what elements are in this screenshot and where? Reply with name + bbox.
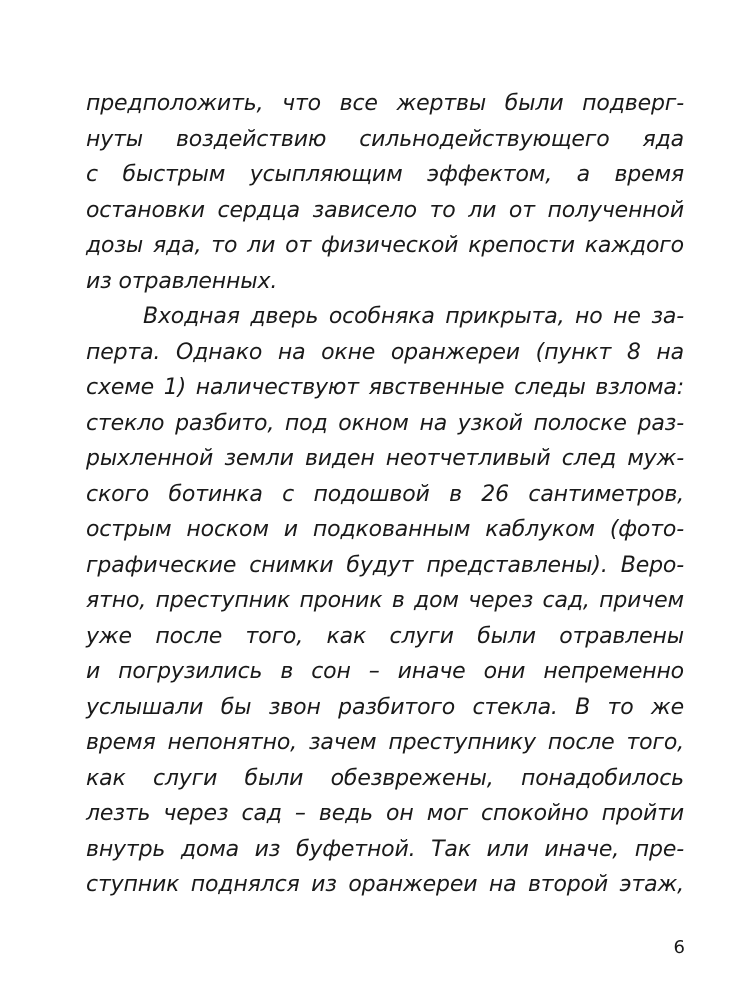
text-line: из отравленных. [86, 268, 278, 294]
text-line: как слуги были обезврежены, понадобилось [86, 765, 684, 791]
text-line: графические снимки будут представлены). Веро- [86, 552, 684, 578]
page-body-text [86, 86, 684, 903]
text-line: острым носком и подкованным каблуком (фото- [86, 517, 684, 542]
text-line: предположить, что все жертвы были подверг- [86, 91, 684, 116]
text-line: уже после того, как слуги были отравлены [86, 623, 684, 649]
text-line: ступник поднялся из оранжереи на второй этаж, [86, 872, 684, 897]
page-number: 6 [673, 937, 685, 958]
text-line: нуты воздействию сильнодействующего яда [86, 126, 684, 152]
text-line: перта. Однако на окне оранжереи (пункт 8 на [86, 339, 684, 365]
text-line: остановки сердца зависело то ли от полученной [86, 197, 684, 223]
text-line: ятно, преступник проник в дом через сад, причем [86, 588, 684, 613]
text-line: дозы яда, то ли от физической крепости каждого [86, 233, 684, 258]
text-line: схеме 1) наличествуют явственные следы взлома: [86, 375, 684, 400]
text-line: внутрь дома из буфетной. Так или иначе, пре- [86, 836, 684, 862]
text-line: ского ботинка с подошвой в 26 сантиметров, [86, 481, 684, 507]
text-line: время непонятно, зачем преступнику после того, [86, 730, 684, 755]
text-line: услышали бы звон разбитого стекла. В то же [86, 694, 684, 720]
text-line: и погрузились в сон – иначе они непременно [86, 659, 684, 684]
text-line: с быстрым усыпляющим эффектом, а время [86, 162, 684, 187]
text-line: стекло разбито, под окном на узкой полоске раз- [86, 410, 684, 436]
text-line: рыхленной земли виден неотчетливый след муж- [86, 446, 684, 471]
text-line: лезть через сад – ведь он мог спокойно пройти [86, 801, 684, 826]
text-line: Входная дверь особняка прикрыта, но не за- [143, 304, 684, 329]
